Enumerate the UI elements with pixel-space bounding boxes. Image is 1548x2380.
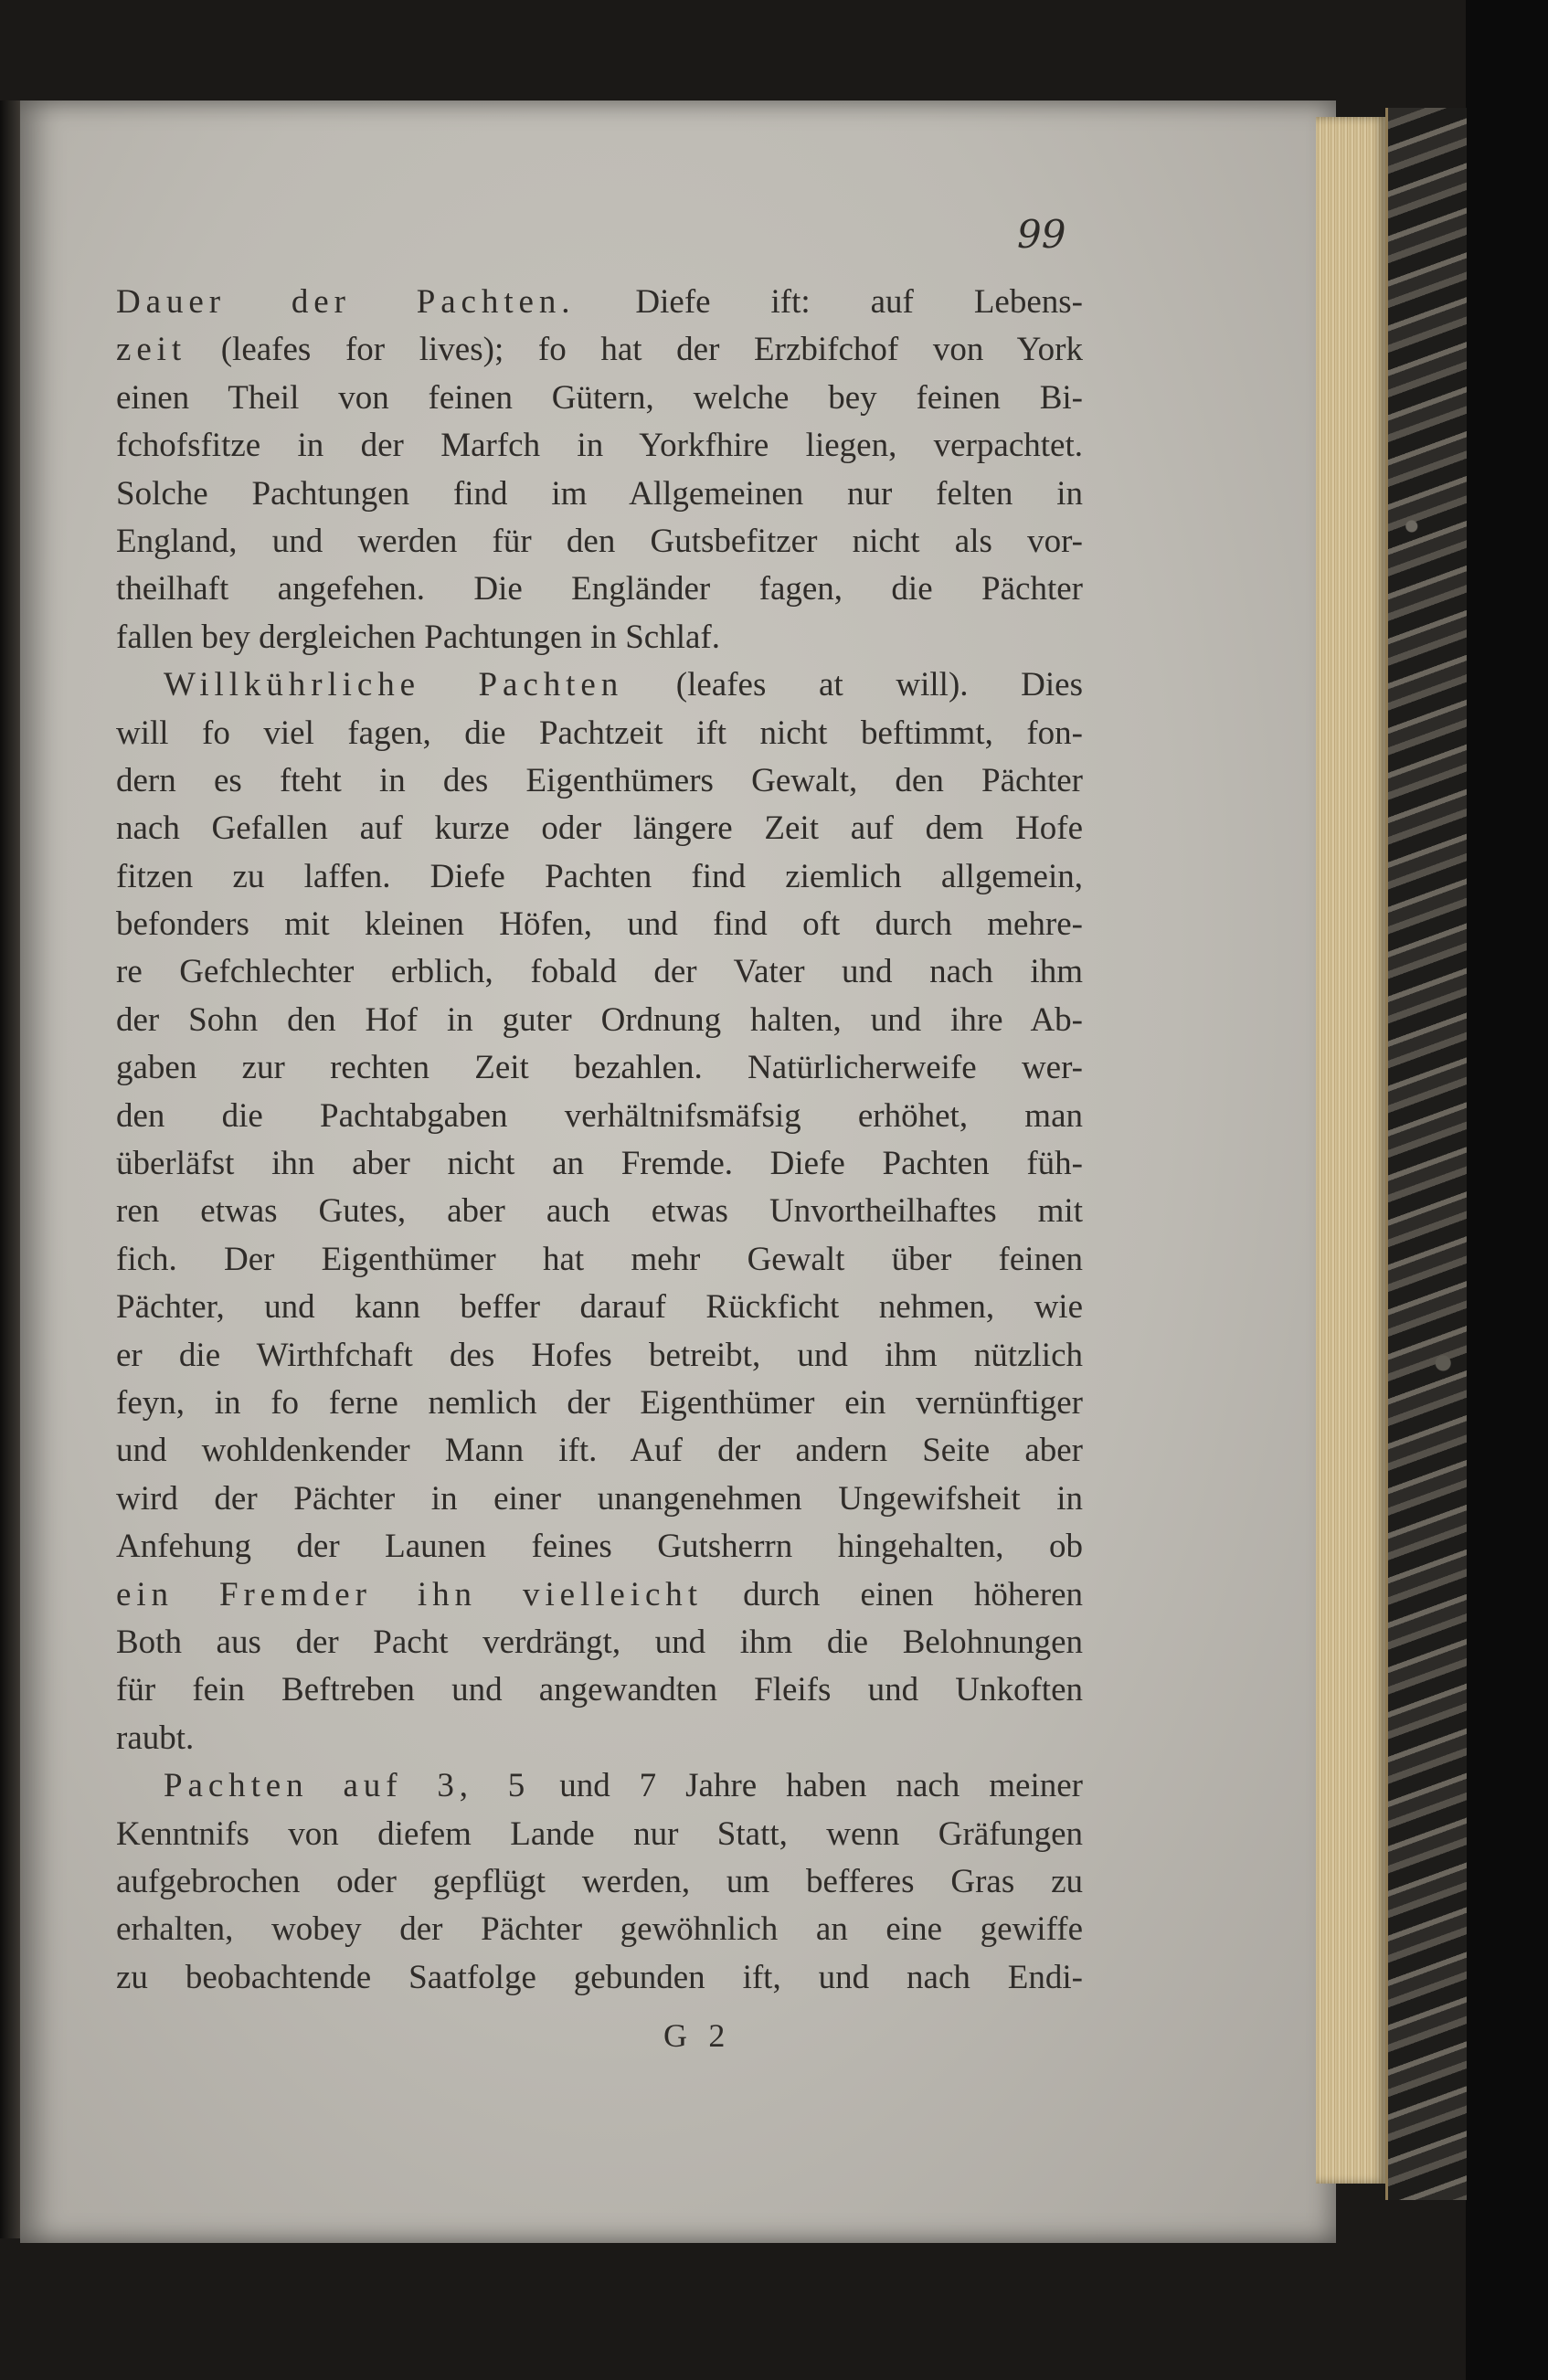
- line-text: erhalten, wobey der Pächter gewöhnlich an eine gewiffe: [116, 1910, 1083, 1949]
- text-line: [116, 948, 1083, 996]
- text-line: [116, 1762, 1083, 1810]
- line-text: Pächter, und kann beffer darauf Rückficht nehmen, wie: [116, 1288, 1083, 1327]
- line-text: fich. Der Eigenthümer hat mehr Gewalt über feinen: [116, 1240, 1083, 1278]
- line-text: fchofsfitze in der Marfch in Yorkfhire liegen, verpachtet.: [116, 427, 1083, 465]
- line-text: ren etwas Gutes, aber auch etwas Unvortheilhaftes mit: [116, 1192, 1083, 1231]
- spaced-emphasis: Dauer der Pachten.: [116, 283, 576, 321]
- line-text: überläfst ihn aber nicht an Fremde. Diefe Pachten füh-: [116, 1145, 1083, 1183]
- text-line: [116, 997, 1083, 1044]
- line-text: Diefe ift: auf Lebens-: [575, 283, 1083, 321]
- line-text: durch einen höheren: [702, 1575, 1083, 1613]
- line-text: einen Theil von feinen Gütern, welche bey feinen Bi-: [116, 378, 1083, 417]
- text-line: [116, 422, 1083, 470]
- spaced-emphasis: ein Fremder ihn vielleicht: [116, 1575, 703, 1613]
- page-edges: [1316, 117, 1385, 2184]
- line-text: der Sohn den Hof in guter Ordnung halten, und ihre Ab-: [116, 1000, 1083, 1039]
- line-text: fitzen zu laffen. Diefe Pachten find ziemlich allgemein,: [116, 857, 1083, 895]
- text-line: [116, 1954, 1083, 2002]
- text-line: [116, 1906, 1083, 1953]
- line-text: re Gefchlechter erblich, fobald der Vater und nach ihm: [116, 953, 1083, 991]
- marbled-cover: [1385, 108, 1467, 2200]
- page-number: 99: [1017, 212, 1066, 257]
- line-text: und wohldenkender Mann ift. Auf der andern Seite aber: [116, 1432, 1083, 1470]
- line-text: fallen bey dergleichen Pachtungen in Schlaf.: [116, 618, 720, 656]
- text-line: [116, 757, 1083, 805]
- text-line: [116, 471, 1083, 518]
- text-line: [116, 1140, 1083, 1188]
- text-line: [116, 375, 1083, 422]
- text-line: [116, 1093, 1083, 1140]
- line-text: befonders mit kleinen Höfen, und find oft durch mehre-: [116, 905, 1083, 944]
- line-text: den die Pachtabgaben verhältnifsmäfsig erhöhet, man: [116, 1096, 1083, 1135]
- text-line: [116, 1571, 1083, 1619]
- line-text: aufgebrochen oder gepflügt werden, um befferes Gras zu: [116, 1862, 1083, 1900]
- spaced-emphasis: Willkührliche Pachten: [164, 666, 624, 704]
- text-line: [116, 1427, 1083, 1475]
- text-line: [116, 805, 1083, 852]
- text-line: [116, 614, 1083, 661]
- text-line: [116, 1811, 1083, 1858]
- line-text: raubt.: [116, 1719, 195, 1757]
- line-text: und 7 Jahre haben nach meiner: [530, 1767, 1083, 1805]
- text-line: [116, 1236, 1083, 1284]
- text-line: [116, 1044, 1083, 1092]
- text-line: [116, 326, 1083, 374]
- spaced-emphasis: Pachten auf 3, 5: [164, 1767, 531, 1805]
- background-dark: [1466, 0, 1548, 2380]
- line-text: wird der Pächter in einer unangenehmen Ungewifsheit in: [116, 1479, 1083, 1518]
- text-line: [116, 1380, 1083, 1427]
- text-line: [116, 710, 1083, 757]
- text-line: [116, 1619, 1083, 1666]
- text-line: [116, 1188, 1083, 1235]
- text-line: [116, 566, 1083, 613]
- line-text: feyn, in fo ferne nemlich der Eigenthümer ein vernünftiger: [116, 1383, 1083, 1422]
- line-text: Solche Pachtungen find im Allgemeinen nur felten in: [116, 474, 1083, 513]
- line-text: nach Gefallen auf kurze oder längere Zeit auf dem Hofe: [116, 809, 1083, 848]
- text-line: [116, 279, 1083, 326]
- line-text: (leafes for lives); fo hat der Erzbifchof von York: [186, 331, 1083, 369]
- text-line: [116, 1666, 1083, 1714]
- line-text: dern es fteht in des Eigenthümers Gewalt, den Pächter: [116, 761, 1083, 799]
- line-text: England, und werden für den Gutsbefitzer nicht als vor-: [116, 522, 1083, 560]
- line-text: zu beobachtende Saatfolge gebunden ift, und nach Endi-: [116, 1958, 1083, 1996]
- text-line: [116, 1715, 1083, 1762]
- text-line: [116, 1284, 1083, 1331]
- text-line: [116, 661, 1083, 709]
- text-line: [116, 901, 1083, 948]
- line-text: (leafes at will). Dies: [623, 666, 1084, 704]
- line-text: gaben zur rechten Zeit bezahlen. Natürlicherweife wer-: [116, 1049, 1083, 1087]
- line-text: will fo viel fagen, die Pachtzeit ift nicht beftimmt, fon-: [116, 714, 1083, 752]
- line-text: Anfehung der Launen feines Gutsherrn hingehalten, ob: [116, 1528, 1083, 1566]
- text-line: [116, 1476, 1083, 1523]
- text-line: [116, 1858, 1083, 1906]
- signature-mark: G 2: [663, 2017, 732, 2054]
- line-text: für fein Beftreben und angewandten Fleifs und Unkoften: [116, 1671, 1083, 1709]
- text-line: [116, 853, 1083, 901]
- text-line: [116, 518, 1083, 566]
- text-line: [116, 1523, 1083, 1571]
- line-text: Both aus der Pacht verdrängt, und ihm die Belohnungen: [116, 1623, 1083, 1661]
- body-text: [116, 279, 1083, 2002]
- line-text: theilhaft angefehen. Die Engländer fagen, die Pächter: [116, 570, 1083, 608]
- spaced-emphasis: zeit: [116, 331, 187, 369]
- line-text: er die Wirthfchaft des Hofes betreibt, und ihm nützlich: [116, 1336, 1083, 1374]
- text-line: [116, 1332, 1083, 1380]
- line-text: Kenntnifs von diefem Lande nur Statt, wenn Gräfungen: [116, 1814, 1083, 1853]
